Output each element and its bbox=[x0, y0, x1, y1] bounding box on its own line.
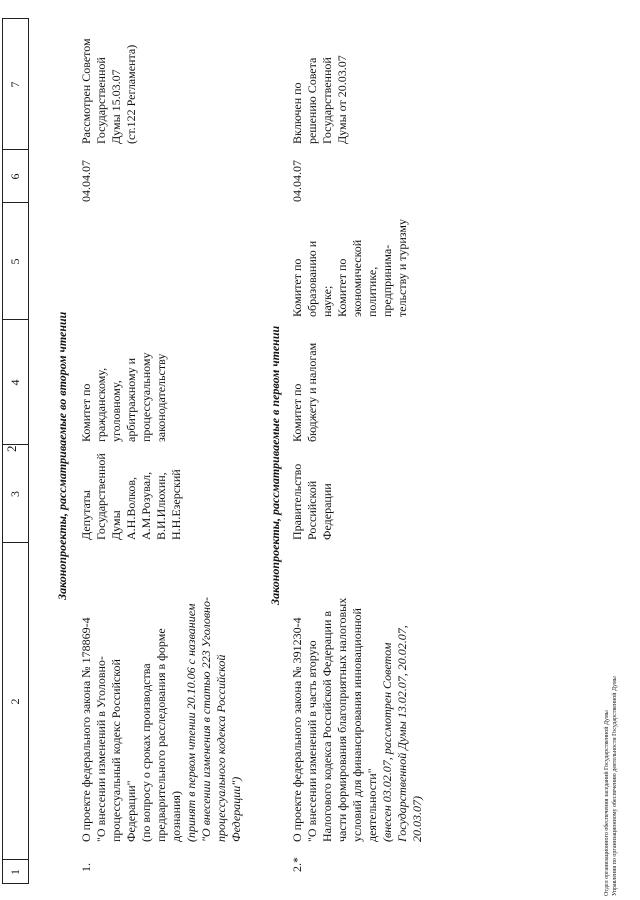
bill-note-line: (принят в первом чтении 20.10.06 с названием bbox=[184, 603, 198, 842]
author-line: А.Н.Волков, bbox=[124, 476, 138, 540]
status-line: Государственной bbox=[320, 57, 334, 144]
author-line: Российской bbox=[305, 480, 319, 540]
consideration-date: 04.04.07 bbox=[290, 160, 304, 202]
header-bottom-border bbox=[28, 18, 29, 884]
committee-line: уголовному, bbox=[109, 380, 123, 442]
author-line: Федерации bbox=[320, 483, 334, 540]
committee-line: законодательству bbox=[154, 353, 168, 442]
status-line: Включен по bbox=[290, 82, 304, 144]
column-number-4: 4 bbox=[8, 379, 22, 386]
committee-line: процессуальному bbox=[139, 352, 153, 442]
committee-line: Комитет по bbox=[79, 383, 93, 442]
bill-title-line: деятельности" bbox=[365, 768, 379, 842]
bill-title-line: Налогового кодекса Российской Федерации в bbox=[320, 610, 334, 842]
bill-status bbox=[290, 20, 350, 144]
status-line: Рассмотрен Советом bbox=[79, 38, 93, 144]
column-number-1: 1 bbox=[8, 869, 22, 875]
author-line: Депутаты bbox=[79, 490, 93, 540]
header-top-border bbox=[2, 18, 3, 884]
bill-note-line: (внесен 03.02.07, рассмотрен Советом bbox=[380, 642, 394, 842]
bill-title-line: О проекте федерального закона № 391230-4 bbox=[290, 617, 304, 842]
author-line: Правительство bbox=[290, 463, 304, 540]
bill-title-line: "О внесении изменений в часть вторую bbox=[305, 640, 319, 842]
row-number: 2.* bbox=[290, 857, 304, 872]
co-committee-line: экономической bbox=[350, 239, 364, 317]
status-line: Думы от 20.03.07 bbox=[335, 55, 349, 144]
bill-title-line: условий для финансирования инновационной bbox=[350, 608, 364, 842]
status-line: Государственной bbox=[94, 57, 108, 144]
bill-title-line: предварительного расследования в форме bbox=[154, 628, 168, 842]
bill-title-line: части формирования благоприятных налоговых bbox=[335, 597, 349, 842]
bill-note-line: Федерации") bbox=[229, 776, 243, 842]
status-line: (ст.122 Регламента) bbox=[124, 44, 138, 144]
co-executor-committees bbox=[290, 205, 410, 317]
column-number-7: 7 bbox=[8, 81, 22, 88]
row-number: 1. bbox=[79, 863, 93, 872]
committee-line: бюджету и налогам bbox=[305, 342, 319, 442]
status-line: Думы 15.03.07 bbox=[109, 69, 123, 144]
bill-title bbox=[79, 546, 244, 842]
bill-authors bbox=[290, 446, 335, 540]
co-committee-line: науке; bbox=[320, 285, 334, 317]
responsible-committee bbox=[79, 322, 169, 442]
status-line: решению Совета bbox=[305, 57, 319, 144]
committee-line: гражданскому, bbox=[94, 367, 108, 442]
bill-note-line: "О внесении изменения в статью 223 Уголовно- bbox=[199, 597, 213, 842]
co-committee-line: тельству и туризму bbox=[395, 219, 409, 317]
author-line: Н.Н.Езерский bbox=[169, 469, 183, 540]
bill-title-line: процессуальный кодекс Российской bbox=[109, 659, 123, 842]
bill-title-line: Федерации" bbox=[124, 780, 138, 842]
author-line: В.И.Илюхин, bbox=[154, 472, 168, 540]
co-committee-line: Комитет по bbox=[335, 258, 349, 317]
bill-note-line: 20.03.07) bbox=[410, 796, 424, 842]
co-committee-line: предпринима- bbox=[380, 244, 394, 317]
footer-directorate: Управления по организационному обеспечению деятельности Государственной Думы bbox=[612, 676, 618, 896]
column-number-2: 2 bbox=[8, 698, 22, 705]
bill-note-line: процессуального кодекса Российской bbox=[214, 654, 228, 842]
footer-department: Отдел организационного обеспечения заседаний Государственной Думы bbox=[604, 710, 610, 896]
page-number: 2 bbox=[4, 445, 19, 452]
column-number-5: 5 bbox=[8, 258, 22, 265]
bill-title bbox=[290, 546, 425, 842]
bill-status bbox=[79, 20, 139, 144]
consideration-date: 04.04.07 bbox=[79, 160, 93, 202]
co-committee-line: Комитет по bbox=[290, 258, 304, 317]
author-line: Государственной bbox=[94, 453, 108, 540]
bill-title-line: (по вопросу о сроках производства bbox=[139, 663, 153, 842]
column-number-3: 3 bbox=[8, 491, 22, 497]
bill-authors bbox=[79, 446, 184, 540]
section-heading-second-reading: Законопроекты, рассматриваемые во втором чтении bbox=[55, 311, 69, 600]
column-number-6: 6 bbox=[8, 173, 22, 180]
section-heading-first-reading: Законопроекты, рассматриваемые в первом чтении bbox=[268, 325, 282, 605]
committee-line: арбитражному и bbox=[124, 357, 138, 442]
co-committee-line: политике, bbox=[365, 266, 379, 317]
co-committee-line: образованию и bbox=[305, 240, 319, 317]
bill-note-line: Государственной Думы 13.02.07, 20.02.07, bbox=[395, 625, 409, 842]
bill-title-line: "О внесении изменений в Уголовно- bbox=[94, 656, 108, 842]
author-line: А.М.Розувал, bbox=[139, 471, 153, 540]
bill-title-line: дознания) bbox=[169, 791, 183, 842]
bill-title-line: О проекте федерального закона № 178869-4 bbox=[79, 617, 93, 842]
author-line: Думы bbox=[109, 510, 123, 540]
committee-line: Комитет по bbox=[290, 383, 304, 442]
responsible-committee bbox=[290, 322, 320, 442]
